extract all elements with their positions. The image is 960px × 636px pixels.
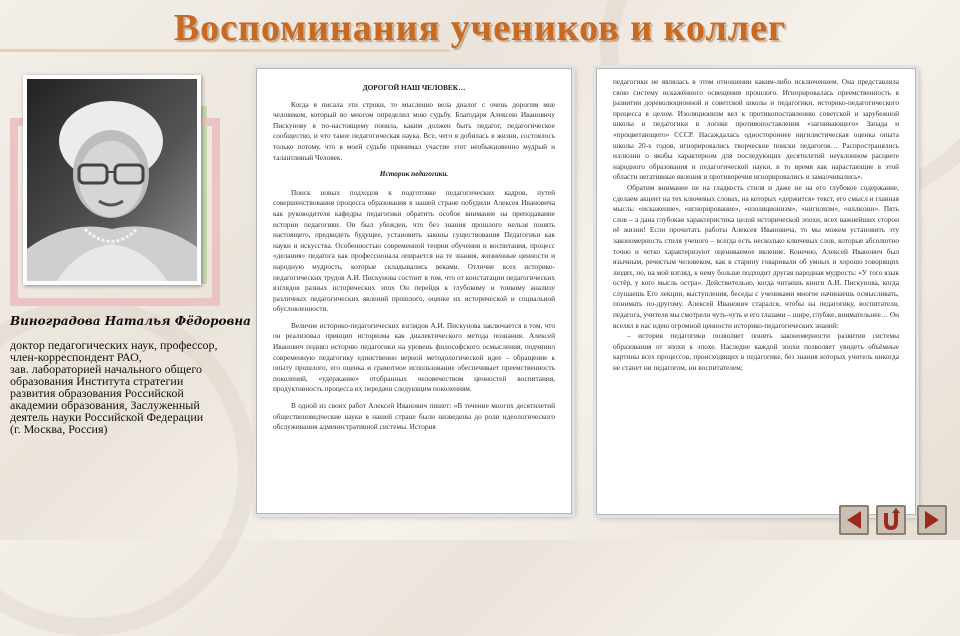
document-page-right xyxy=(596,68,916,515)
article-subheading: Историк педагогики. xyxy=(379,169,449,179)
bio-line: академии образования, Заслуженный xyxy=(10,398,200,412)
bio-line: доктор педагогических наук, профессор, xyxy=(10,338,218,352)
document-page-left xyxy=(256,68,572,514)
bio-line: развития образования Российской xyxy=(10,386,184,400)
article-paragraph: – история педагогики позволяет понять закономерности развития системы образования от эпохи к эпохе. Наследие каждой эпохи позволяет увидеть объёмные картины всех процессов, происходящих в педагогике, без знания которых учитель никогда не станет ни педагогом, ни воспитателем; xyxy=(613,331,899,373)
article-heading: ДОРОГОЙ НАШ ЧЕЛОВЕК… xyxy=(362,83,466,92)
previous-slide-button[interactable] xyxy=(839,505,869,535)
person-name: Виноградова Наталья Фёдоровна xyxy=(10,314,251,328)
bio-line: (г. Москва, Россия) xyxy=(10,422,108,436)
next-slide-button[interactable] xyxy=(917,505,947,535)
article-paragraph: Обратим внимание не на гладкость стиля и даже не на его глубокое содержание, сделаем акцент на тех ключевых словах, на которых «держится» текст, его смысл и главная мысль: «искажение», «игнорирование», «изоляционизм», «нигилизм», «иллюзии». Пять слов – а дана глубокая характеристика целой исторической эпохи, всех важнейших сторон её жизни! Если прочитать работы Алексея Ивановича, то мы можем установить эту закономерность стиля ученого – всегда есть несколько ключевых слов, которые абсолютно точно и четко характеризуют оцениваемое явление. Конечно, Алексей Иванович был язычным, речистым человеком, как в старину говаривали об умных и хорошо говорящих людях, но, на мой взгляд, к нему больше подходит другая народная мудрость: «У того язык остёр, у кого мысль остра». Действительно, когда читаешь книги А.И. Пискунова, когда слушаешь Его лекции, выступления, беседы с учениками многое начинаешь осмысливать, понимать по-другому. Алексей Иванович старался, чтобы на педагогику, воспитателя, педагога, учителя мы смотрели чуть-чуть и его глазами – шире, глубже, внимательнее… Он вселял в нас идею огромной ценности историко-педагогических знаний: xyxy=(613,182,899,330)
arrow-left-icon xyxy=(841,507,867,533)
article-paragraph: В одной из своих работ Алексей Иванович пишет: «В течение многих десятилетий общественоведческие науки в нашей стране были низведены до роли идеологического обслуживания административной системы. История xyxy=(273,401,555,432)
article-paragraph: педагогики не являлась в этом отношении каким-либо исключением. Она представляла свою систему искажённого освещения прошлого. Игнорировалась преемственность в развитии дореволюционной и советской школы и педагогики, историко-педагогического процесса в целом. Изоляционизм вел к противопоставлению советской и зарубежной школы и педагогики в логике противопоставления «загнивающего» Запада и «процветающего» СССР. Насаждалась одностороннее нигилистическая оценка опыта школы 20-х годов, игнорировались творческие поиски педагогов… Распространялись иллюзии о якобы характерном для последующих десятилетий неуклонном расцвете народного образования и педагогической науки, в то время как нарастающие в этой области негативные явления и противоречия игнорировались и замалчивались». xyxy=(613,77,899,182)
bio-line: образования Института стратегии xyxy=(10,374,184,388)
person-bio xyxy=(10,339,250,435)
portrait-photo xyxy=(23,75,201,285)
slide-title: Воспоминания учеников и коллег xyxy=(173,7,787,49)
article-paragraph: Поиск новых подходов к подготовке педагогических кадров, путей совершенствования процесса образования в нашей стране побудили Алексея Ивановича как руководителя кафедры педагогики обратить особое внимание на преподавание истории педагогики. Он был убежден, что без знания прошлого нельзя понять настоящего, предвидеть будущее, установить законы существования Педагогики как науки и искусства. Особенностью современной теории обучения и воспитания, процесс «делания» педагога как профессионала опирается на те знания, жизненные ценности и народную мудрость, которые складывались веками. Отличие всех историко-педагогических трудов А.И. Пискунова состоит в том, что от констатации педагогических взглядов разных исторических эпох Он перейдя к глубокому и тонкому анализу различных педагогических явлений прошлого, оценке их исторической и социальной обусловленности. xyxy=(273,187,555,314)
portrait-image xyxy=(27,79,197,281)
bio-line: член-корреспондент РАО, xyxy=(10,350,142,364)
article-paragraph: Величие историко-педагогических взглядов А.И. Пискунова заключается в том, что он реализовал принцип историзма как диалектического метода познания. Алексей Иванович поднял историю педагогики на уровень философского осмысления, подчинил современную педагогику единственно верной методологической идее – обращение к опыту прошлого, его оценка и грамотное использование обеспечивает преемственность поколений, «удержание» отобранных человечеством ценностей воспитания, продуктивность процесса их передачи следующим поколениям. xyxy=(273,320,555,394)
arrow-right-icon xyxy=(919,507,945,533)
u-turn-icon xyxy=(878,507,904,533)
bio-line: деятель науки Российской Федерации xyxy=(10,410,204,424)
bio-line: зав. лабораторией начального общего xyxy=(10,362,202,376)
title-underline xyxy=(0,49,450,52)
article-paragraph: Когда я писала эти строки, то мысленно вела диалог с очень дорогим мне человеком, который во многом определил мою судьбу. Благодаря Алексею Ивановичу Пискунову я по-настоящему поняла, каким должен быть педагог, педагогическое сообщество, и что такое педагогическая наука. Все, чего я добилась в жизни, состоялось только потому, что в моей судьбе принимал участие этот необыкновенно мудрый и талантливый Человек. xyxy=(273,99,555,162)
return-button[interactable] xyxy=(876,505,906,535)
